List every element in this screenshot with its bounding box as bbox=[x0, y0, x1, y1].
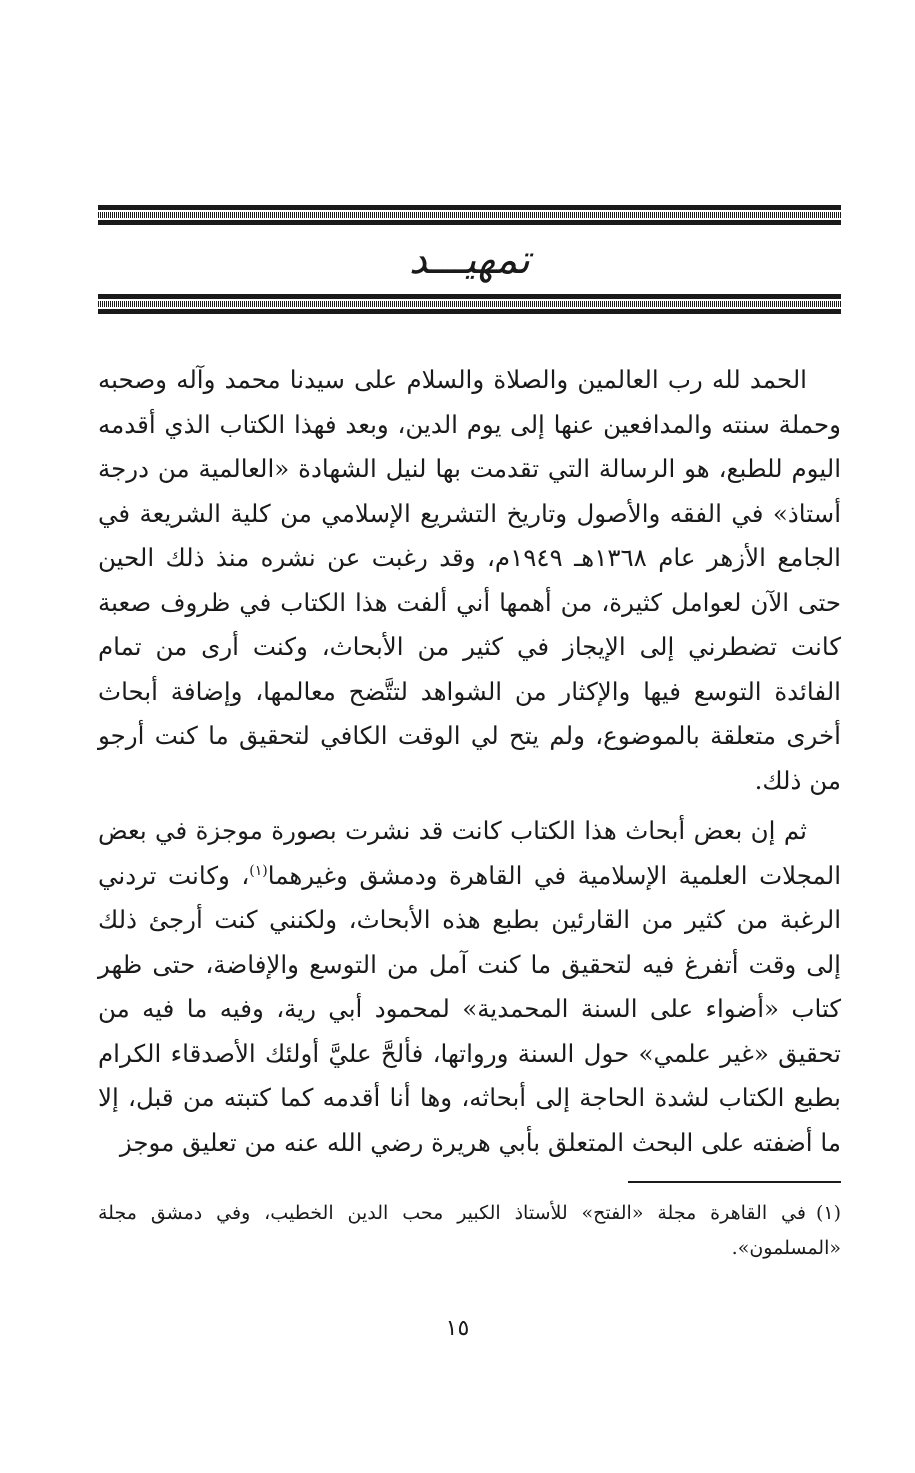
footnote-text: في القاهرة مجلة «الفتح» للأستاذ الكبير محب الدين الخطيب، وفي دمشق مجلة «المسلمون». bbox=[98, 1202, 841, 1259]
paragraph-2-start: ثم إن بعض أبحاث هذا الكتاب كانت قد نشرت بصورة موجزة في بعض المجلات العلمية الإسلامية في القاهرة ودمشق وغيرهما bbox=[98, 816, 841, 890]
footnote-reference: (١) bbox=[249, 862, 268, 879]
body-text bbox=[98, 358, 841, 1165]
footnote-number: (١) bbox=[815, 1202, 841, 1224]
solid-rule bbox=[98, 205, 841, 210]
chapter-heading: تمهيـــد bbox=[409, 237, 530, 283]
paragraph-1: الحمد لله رب العالمين والصلاة والسلام على سيدنا محمد وآله وصحبه وحملة سنته والمدافعين عنها إلى يوم الدين، وبعد فهذا الكتاب الذي أقدمه اليوم للطبع، هو الرسالة التي تقدمت بها لنيل الشهادة «العالمية من درجة أستاذ» في الفقه والأصول وتاريخ التشريع الإسلامي من كلية الشريعة في الجامع الأزهر عام ١٣٦٨هـ ١٩٤٩م، وقد رغبت عن نشره منذ ذلك الحين حتى الآن لعوامل كثيرة، من أهمها أني ألفت هذا الكتاب في ظروف صعبة كانت تضطرني إلى الإيجاز في كثير من الأبحاث، وكنت أرى من تمام الفائدة التوسع فيها والإكثار من الشواهد لتتَّضح معالمها، وإضافة أبحاث أخرى متعلقة بالموضوع، ولم يتح لي الوقت الكافي لتحقيق ما كنت أرجو من ذلك. bbox=[98, 365, 841, 795]
paragraph-2 bbox=[98, 809, 841, 1165]
hatched-rule bbox=[98, 301, 841, 307]
page-number: ١٥ bbox=[445, 1316, 470, 1341]
footnote-separator bbox=[628, 1181, 841, 1183]
hatched-rule bbox=[98, 212, 841, 218]
chapter-heading-block bbox=[98, 232, 841, 292]
top-ornament-rule bbox=[98, 205, 841, 225]
solid-rule bbox=[98, 220, 841, 225]
solid-rule bbox=[98, 309, 841, 314]
solid-rule bbox=[98, 294, 841, 299]
bottom-ornament-rule bbox=[98, 294, 841, 314]
footnote bbox=[98, 1196, 841, 1266]
paragraph-2-end: ، وكانت تردني الرغبة من كثير من القارئين بطبع هذه الأبحاث، ولكنني كنت أرجئ ذلك إلى وقت أتفرغ فيه لتحقيق ما كنت آمل من التوسع والإفاضة، حتى ظهر كتاب «أضواء على السنة المحمدية» لمحمود أبي رية، وفيه ما فيه من تحقيق «غير علمي» حول السنة ورواتها، فألحَّ عليَّ أولئك الأصدقاء الكرام بطبع الكتاب لشدة الحاجة إلى أبحاثه، وها أنا أقدمه كما كتبته من قبل، إلا ما أضفته على البحث المتعلق بأبي هريرة رضي الله عنه من تعليق موجز bbox=[98, 860, 841, 1157]
